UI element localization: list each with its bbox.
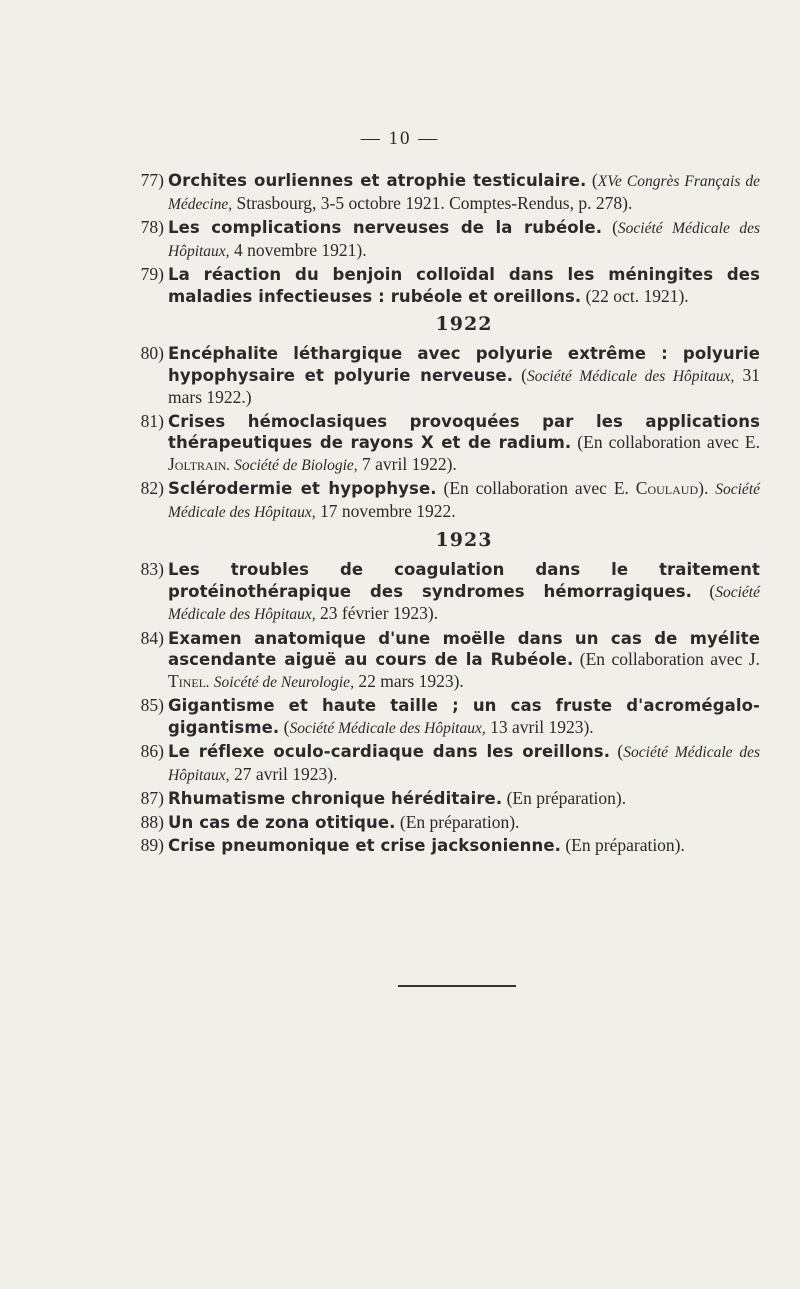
entry-title: Les complications nerveuses de la rubéole. [168, 218, 603, 237]
entry-citation: ( [610, 741, 624, 761]
bibliography-entry [128, 217, 760, 262]
entry-title: Les troubles de coagulation dans le traitement protéinothérapique des syndromes hémorragiques. [168, 560, 760, 601]
entry-citation: ( [279, 716, 290, 737]
entries-1923 [128, 559, 760, 857]
entry-number: 83) [140, 559, 164, 579]
entry-title: Gigantisme et haute taille ; un cas fruste d'acromégalo-gigantisme. [168, 696, 760, 737]
entry-number: 77) [140, 170, 164, 190]
entry-citation: 13 avril 1923). [485, 716, 594, 737]
entry-coauthor: Coulaud [635, 478, 699, 498]
entry-journal: . Soicété de Neurologie, [206, 673, 354, 691]
bibliography-entry [128, 835, 760, 857]
entry-number: 89) [140, 835, 164, 855]
bibliography-entry [128, 695, 760, 739]
entry-citation: (En collaboration avec E. [571, 432, 760, 452]
entries-1921 [128, 170, 760, 307]
entry-number: 87) [140, 788, 164, 808]
entry-citation: 4 novembre 1921). [229, 239, 367, 260]
entry-citation: ( [586, 170, 598, 190]
entry-citation: ( [513, 364, 528, 385]
entry-number: 84) [140, 627, 164, 648]
bibliography-entry [128, 411, 760, 477]
entry-citation: 23 février 1923). [315, 603, 439, 623]
entry-citation: (En préparation). [395, 811, 520, 832]
bibliography-entry [128, 788, 760, 810]
entry-citation: (En collaboration avec J. [573, 649, 760, 669]
entry-citation: 27 avril 1923). [229, 763, 338, 784]
entry-citation: ( [692, 580, 716, 601]
entry-title: Rhumatisme chronique héréditaire. [168, 789, 503, 808]
entry-title: Orchites ourliennes et atrophie testiculaire. [168, 171, 587, 190]
entry-citation: (22 oct. 1921). [581, 285, 689, 306]
entry-journal: Société Médicale des Hôpitaux, [168, 744, 761, 784]
closing-rule [398, 985, 516, 987]
entries-1922 [128, 343, 760, 523]
entry-number: 78) [140, 217, 164, 237]
year-heading-1922: 1922 [435, 313, 493, 335]
entry-journal: XVe Congrès Français de Médecine, [168, 173, 760, 213]
entry-journal: Société Médicale des Hôpitaux, [527, 367, 735, 385]
entry-title: Crises hémoclasiques provoquées par les applications thérapeutiques de rayons X et de radium. [168, 411, 760, 452]
entry-coauthor: Joltrain [168, 453, 227, 474]
entry-number: 79) [140, 264, 164, 284]
bibliography-entry [128, 559, 760, 626]
entry-coauthor: Tinel [168, 670, 207, 691]
entry-citation: 22 mars 1923). [353, 670, 464, 691]
entry-number: 85) [140, 695, 164, 715]
entry-title: Crise pneumonique et crise jacksonienne. [168, 836, 561, 855]
entry-journal: Société Médicale des Hôpitaux, [289, 719, 486, 737]
entry-citation: (En préparation). [502, 788, 627, 808]
entry-citation: ( [602, 217, 618, 237]
entry-number: 80) [140, 343, 164, 363]
entry-citation: ). [698, 478, 716, 498]
entry-citation: 17 novembre 1922. [315, 500, 456, 521]
bibliography-entry [128, 478, 760, 523]
entry-title: La réaction du benjoin colloïdal dans les méningites des maladies infectieuses : rubéole et oreillons. [168, 265, 760, 306]
page-number: — 10 — [360, 128, 440, 149]
entry-journal: . Société de Biologie, [226, 456, 358, 474]
entry-journal: Société Médicale des Hôpitaux, [168, 220, 760, 260]
entry-title: Un cas de zona otitique. [168, 812, 396, 832]
entry-citation: (En collaboration avec E. [436, 478, 636, 498]
entry-title: Examen anatomique d'une moëlle dans un cas de myélite ascendante aiguë au cours de la Rubéole. [168, 628, 760, 669]
entry-citation: (En préparation). [560, 835, 685, 855]
entry-title: Sclérodermie et hypophyse. [168, 479, 437, 498]
bibliography-entry [128, 628, 760, 694]
entry-journal: Société Médicale des Hôpitaux, [168, 481, 761, 521]
bibliography-entry [128, 170, 760, 215]
entry-title: Encéphalite léthargique avec polyurie extrême : polyurie hypophysaire et polyurie nerveuse. [168, 344, 760, 385]
entry-number: 86) [140, 741, 164, 761]
bibliography-list [128, 170, 760, 859]
entry-citation: 7 avril 1922). [357, 453, 457, 474]
entry-journal: Société Médicale des Hôpitaux, [168, 583, 760, 623]
bibliography-entry [128, 343, 760, 409]
entry-number: 82) [140, 478, 164, 498]
entry-number: 88) [140, 811, 164, 832]
year-heading-1923: 1923 [435, 529, 493, 551]
bibliography-entry [128, 741, 760, 786]
entry-title: Le réflexe oculo-cardiaque dans les oreillons. [168, 742, 611, 761]
entry-number: 81) [140, 410, 164, 431]
bibliography-entry [128, 812, 760, 834]
entry-citation: 31 mars 1922.) [168, 364, 761, 407]
entry-citation: Strasbourg, 3-5 octobre 1921. Comptes-Rendus, p. 278). [232, 192, 633, 213]
bibliography-entry [128, 264, 760, 307]
